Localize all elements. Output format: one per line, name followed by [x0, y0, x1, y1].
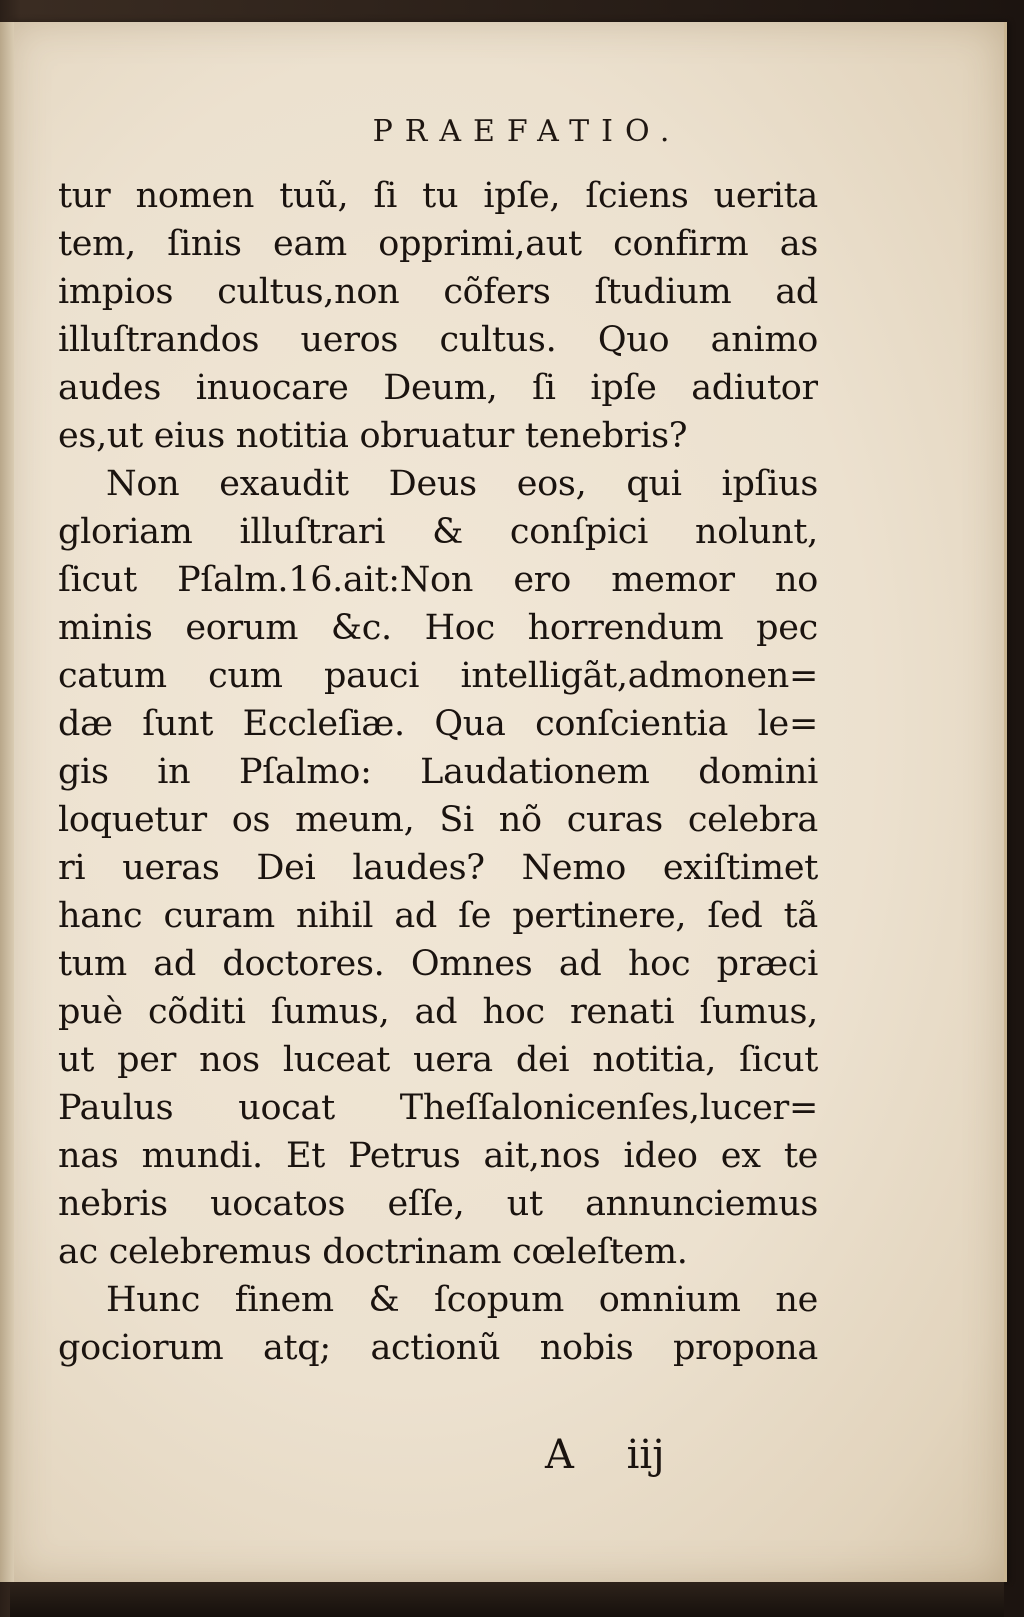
text-line: catum cum pauci intelligãt,admonen= — [58, 656, 818, 696]
text-line: impios cultus,non cõfers ſtudium ad — [58, 272, 818, 312]
text-line: loquetur os meum, Si nõ curas celebra — [58, 800, 818, 840]
text-line: ſicut Pſalm.16.ait:Non ero memor no — [58, 560, 818, 600]
text-line: Non exaudit Deus eos, qui ipſius — [106, 464, 818, 504]
text-line: audes inuocare Deum, ſi ipſe adiutor — [58, 368, 818, 408]
text-line: tum ad doctores. Omnes ad hoc præci — [58, 944, 818, 984]
text-line: nas mundi. Et Petrus ait,nos ideo ex te — [58, 1136, 818, 1176]
text-line: ut per nos luceat uera dei notitia, ſicut — [58, 1040, 818, 1080]
text-line: hanc curam nihil ad ſe pertinere, ſed tã — [58, 896, 818, 936]
running-head: PRAEFATIO. — [372, 114, 682, 149]
text-line: Hunc finem & ſcopum omnium ne — [106, 1280, 818, 1320]
scan-bottom-edge — [10, 1582, 1004, 1617]
text-line: ri ueras Dei laudes? Nemo exiſtimet — [58, 848, 818, 888]
text-line: dæ ſunt Eccleſiæ. Qua conſcientia le= — [58, 704, 818, 744]
text-line: nebris uocatos eſſe, ut annunciemus — [58, 1184, 818, 1224]
body-text — [58, 172, 818, 1372]
book-page — [10, 22, 1007, 1582]
page-gutter — [0, 22, 14, 1582]
text-line: gis in Pſalmo: Laudationem domini — [58, 752, 818, 792]
text-line: illuſtrandos ueros cultus. Quo animo — [58, 320, 818, 360]
text-line: gociorum atq; actionũ nobis propona — [58, 1328, 818, 1368]
text-line: Paulus uocat Theſſalonicenſes,lucer= — [58, 1088, 818, 1128]
signature-mark: A iij — [545, 1432, 665, 1478]
text-line: tem, ſinis eam opprimi,aut confirm as — [58, 224, 818, 264]
text-line: ac celebremus doctrinam cœleſtem. — [58, 1232, 688, 1272]
text-line: puè cõditi ſumus, ad hoc renati ſumus, — [58, 992, 818, 1032]
text-line: tur nomen tuũ, ſi tu ipſe, ſciens uerita — [58, 176, 818, 216]
text-line: es,ut eius notitia obruatur tenebris? — [58, 416, 688, 456]
text-line: minis eorum &c. Hoc horrendum pec — [58, 608, 818, 648]
text-line: gloriam illuſtrari & conſpici nolunt, — [58, 512, 818, 552]
